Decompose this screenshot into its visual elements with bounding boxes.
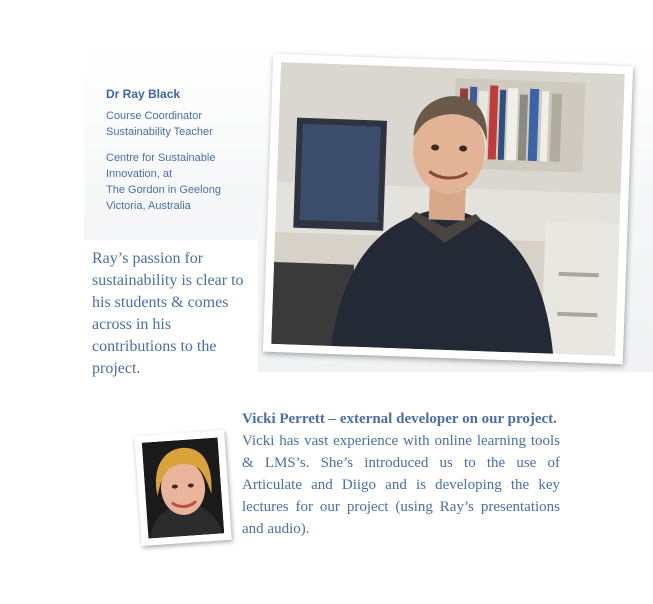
ray-role-line: Course Coordinator [106,110,202,122]
ray-photo-image [271,62,625,356]
vicki-photo-image [142,437,225,538]
ray-org-line: The Gordon in Geelong [106,184,221,196]
ray-quote: Ray’s passion for sustainability is clear to his students & comes across in his contributions to the project. [92,250,244,377]
ray-organisation [106,150,266,214]
ray-org-line: Victoria, Australia [106,200,191,212]
ray-profile-card [106,86,266,214]
ray-photo [263,54,633,364]
ray-role [106,108,266,140]
vicki-section [242,408,560,540]
ray-org-line: Innovation, at [106,168,173,180]
ray-name: Dr Ray Black [106,87,181,101]
vicki-description: Vicki has vast experience with online learning tools & LMS’s. She’s introduced us to the use of Articulate and Diigo and is developing the key lectures for our project (using Ray’s presentations and audio). [242,433,560,537]
ray-role-line: Sustainability Teacher [106,126,213,138]
vicki-title: Vicki Perrett – external developer on our project. [242,411,557,427]
vicki-photo [134,430,231,546]
ray-org-line: Centre for Sustainable [106,152,216,164]
